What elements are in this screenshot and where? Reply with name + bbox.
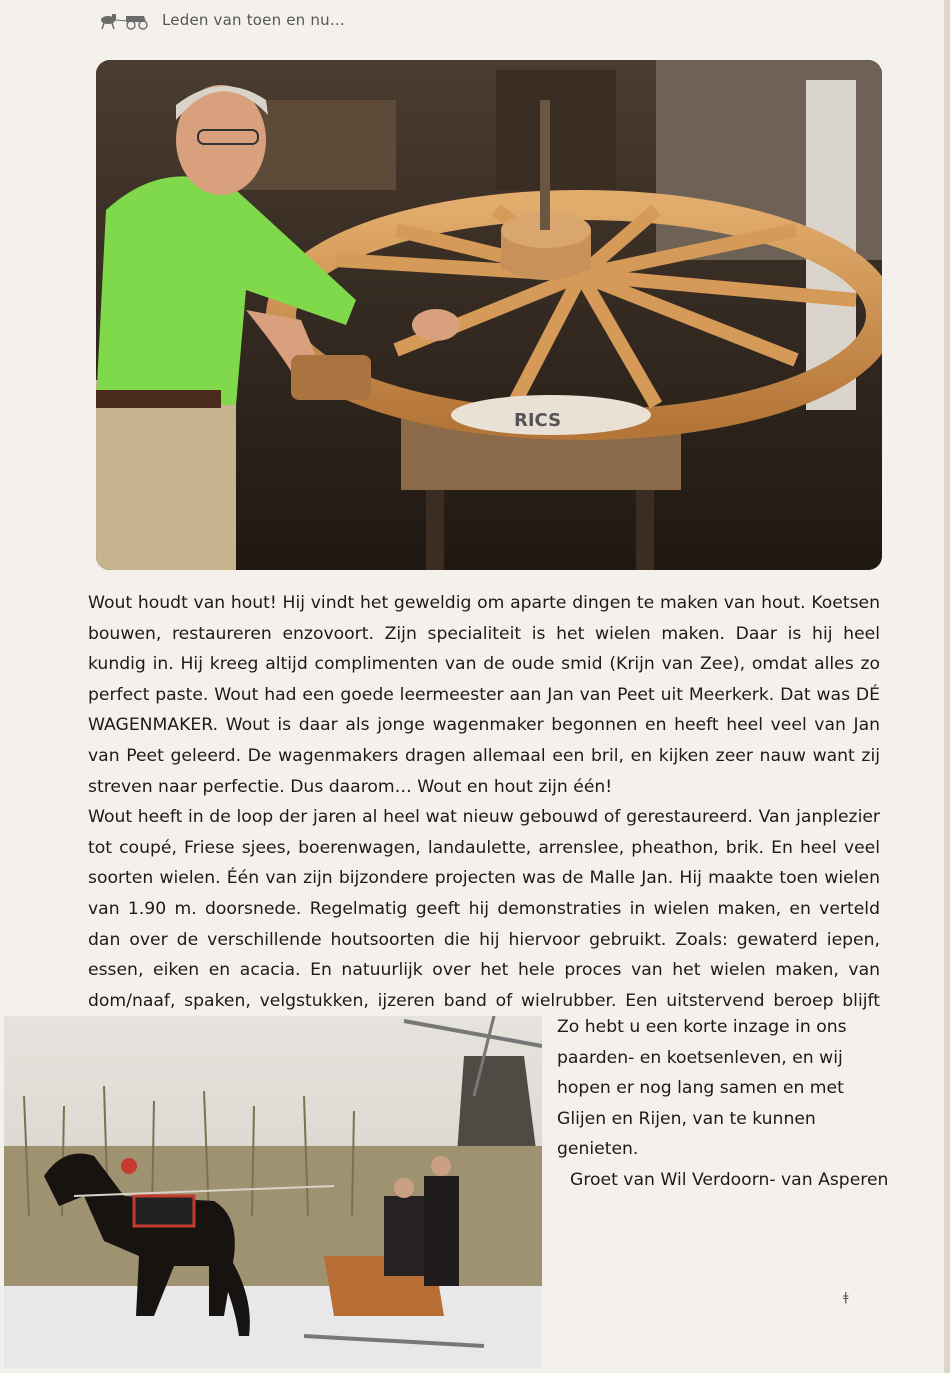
photo-horse-sleigh (4, 1016, 542, 1368)
closing-paragraph: Zo hebt u een korte inzage in ons paarden- en koetsenleven, en wij hopen er nog lang samen en met Glijen en Rijen, van te kunnen genieten. (557, 1017, 847, 1160)
signature: Groet van Wil Verdoorn- van Asperen (570, 1170, 889, 1190)
article-body (88, 588, 880, 1047)
page-mark: ǂ (843, 1290, 849, 1304)
wheel-label: RICS (514, 410, 562, 431)
horse-carriage-icon (98, 8, 152, 32)
paragraph-1: Wout houdt van hout! Hij vindt het geweldig om aparte dingen te maken van hout. Koetsen bouwen, restaureren enzovoort. Zijn specialiteit is het wielen maken. Daar is hij heel kundig in. Hij kreeg altijd complimenten van de oude smid (Krijn van Zee), omdat alles zo perfect paste. Wout had een goede leermeester aan Jan van Peet uit Meerkerk. Dat was DÉ WAGENMAKER. Wout is daar als jonge wagenmaker begonnen en heeft heel veel van Jan van Peet geleerd. De wagenmakers dragen allemaal een bril, en kijken zeer nauw want zij streven naar perfectie. Dus daarom… Wout en hout zijn één! (88, 593, 880, 797)
section-title: Leden van toen en nu… (162, 11, 345, 29)
page-header (98, 6, 345, 34)
photo-wheelwright (96, 60, 882, 570)
page-edge (944, 0, 950, 1373)
paragraph-2: Wout heeft in de loop der jaren al heel wat nieuw gebouwd of gerestaureerd. Van janplezier tot coupé, Friese sjees, boerenwagen, landaulette, arrenslee, pheathon, brik. En heel veel soorten wielen. Één van zijn bijzondere projecten was de Malle Jan. Hij maakte toen wielen van 1.90 m. doorsnede. Regelmatig geeft hij demonstraties in wielen maken, en verteld dan over de verschillende houtsoorten die hij hiervoor gebruikt. Zoals: gewaterd iepen, essen, eiken en acacia. En natuurlijk over het hele proces van het wielen maken, van dom/naaf, spaken, velgstukken, ijzeren band of wielrubber. Een uitstervend beroep blijft (88, 807, 880, 1011)
